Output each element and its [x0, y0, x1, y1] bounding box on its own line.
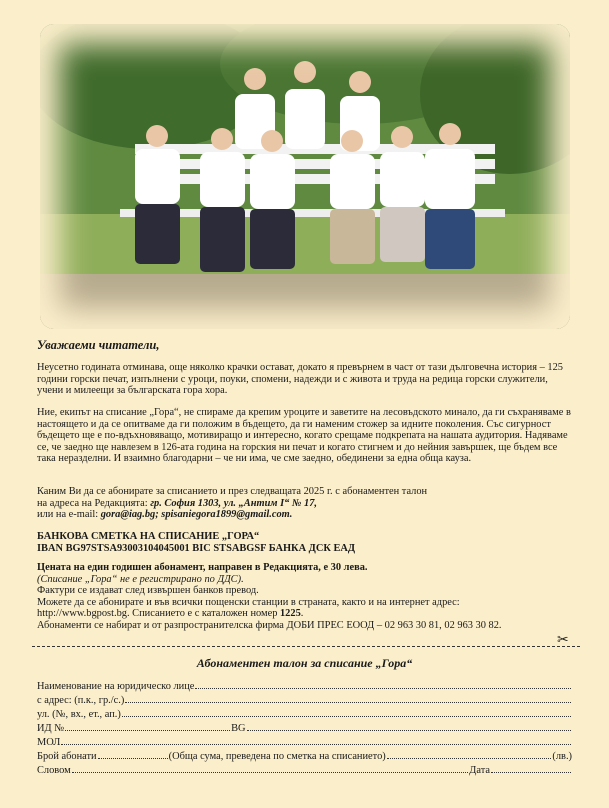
distributor-line: Абонаменти се набират и от разпространителска фирма ДОБИ ПРЕС ЕООД – 02 963 30 81, 02 963 30 82.: [37, 619, 502, 631]
subscribers-field[interactable]: [98, 749, 168, 759]
form-row-mol: [37, 735, 572, 749]
words-label: Словом: [37, 765, 71, 776]
bank-account: [37, 531, 572, 554]
form-row-street: [37, 707, 572, 721]
email-line: [37, 509, 572, 521]
editorial-address: гр. София 1303, ул. „Антим I“ № 17,: [150, 497, 318, 509]
bank-iban: IBAN BG97STSA93003104045001 BIC STSABGSF БАНКА ДСК ЕАД: [37, 542, 356, 554]
address-field-label: с адрес: (п.к., гр./с.): [37, 695, 125, 706]
words-field[interactable]: [72, 763, 469, 773]
address-label: на адреса на Редакцията:: [37, 497, 151, 509]
subscribers-label: Брой абонати: [37, 751, 97, 762]
vat-note: (Списание „Гора“ не е регистрирано по ДДС).: [37, 573, 244, 585]
post-office-note: Можете да се абонирате и във всички пощенски станции в страната, както и на интернет адрес:: [37, 596, 460, 608]
greeting: Уважаеми читатели,: [37, 338, 160, 352]
date-field[interactable]: [491, 763, 571, 773]
catalog-line: [37, 608, 572, 620]
name-label: Наименование на юридическо лице: [37, 681, 195, 692]
team-paragraph: Ние, екипът на списание „Гора“, не спираме да крепим уроците и заветите на лесовъдското минало, да ги съхраняваме в настоящето и да се опитваме да ги положим в бъдещето, да ги наменим стожер за идните поколения. Със сигурност бъдещето ще е по-вдъхновяващо, мотивиращо и интересно, когато срещаме подкрепата на нашата аудитория. Надяваме се, че заедно ще навлезем в 126-ата година на горския ни печат и когато стигнем и до нейния завършек, ще бъдем все така неразделни. И взаимно благодарни – че ни има, че сме заедно, обединени за една обща кауза.: [37, 407, 571, 465]
email-label: или на e-mail:: [37, 509, 101, 521]
bank-title: БАНКОВА СМЕТКА НА СПИСАНИЕ „ГОРА“: [37, 531, 260, 542]
total-label: (Обща сума, преведена по сметка на списанието): [168, 751, 386, 762]
address-line: [37, 498, 572, 510]
cut-line: [32, 646, 580, 647]
invoice-note: Фактури се издават след извършен банков превод.: [37, 585, 259, 597]
catalog-dot: .: [300, 608, 304, 620]
id-field[interactable]: [65, 721, 230, 731]
form-row-name: [37, 679, 572, 693]
form-row-words: [37, 763, 572, 777]
mol-label: МОЛ: [37, 737, 61, 748]
photo-illustration: [40, 24, 570, 329]
vat-prefix: BG: [231, 723, 246, 734]
group-photo: [40, 24, 570, 329]
catalog-number: 1225: [279, 608, 301, 620]
form-title: Абонаментен талон за списание „Гора“: [196, 656, 413, 670]
date-label: Дата: [469, 765, 490, 776]
subscription-form: [37, 679, 572, 777]
currency-label: (лв.): [552, 751, 572, 762]
intro-paragraph: Неусетно годината отминава, още няколко крачки остават, докато я превърнем в част от тази дълговечна история – 125 години горски печат, изпълнени с уроци, поуки, спомени, надежди и с живота и труда на редица горски служители, учени и милеещи за българската гора хора.: [37, 362, 563, 397]
total-field[interactable]: [387, 749, 552, 759]
form-row-subscribers: [37, 749, 572, 763]
email-addresses[interactable]: gora@iag.bg; spisaniegora1899@gmail.com.: [100, 509, 293, 521]
mol-field[interactable]: [61, 735, 571, 745]
id-label: ИД №: [37, 723, 65, 734]
address-field[interactable]: [125, 693, 571, 703]
form-row-id: [37, 721, 572, 735]
street-field[interactable]: [122, 707, 571, 717]
bgpost-link[interactable]: http://www.bgpost.bg. Списанието е с каталожен номер: [37, 608, 280, 620]
name-field[interactable]: [195, 679, 571, 689]
vat-field[interactable]: [247, 721, 571, 731]
price-info: [37, 562, 572, 632]
invitation-paragraph: [37, 486, 572, 521]
price-line: Цената на един годишен абонамент, направен в Редакцията, е 30 лева.: [37, 562, 368, 573]
form-row-address: [37, 693, 572, 707]
scissors-icon: ✂: [557, 632, 569, 648]
street-label: ул. (№, вх., ет., ап.): [37, 709, 121, 720]
invitation-line: Каним Ви да се абонирате за списанието и през следващата 2025 г. с абонаментен талон: [37, 486, 428, 497]
